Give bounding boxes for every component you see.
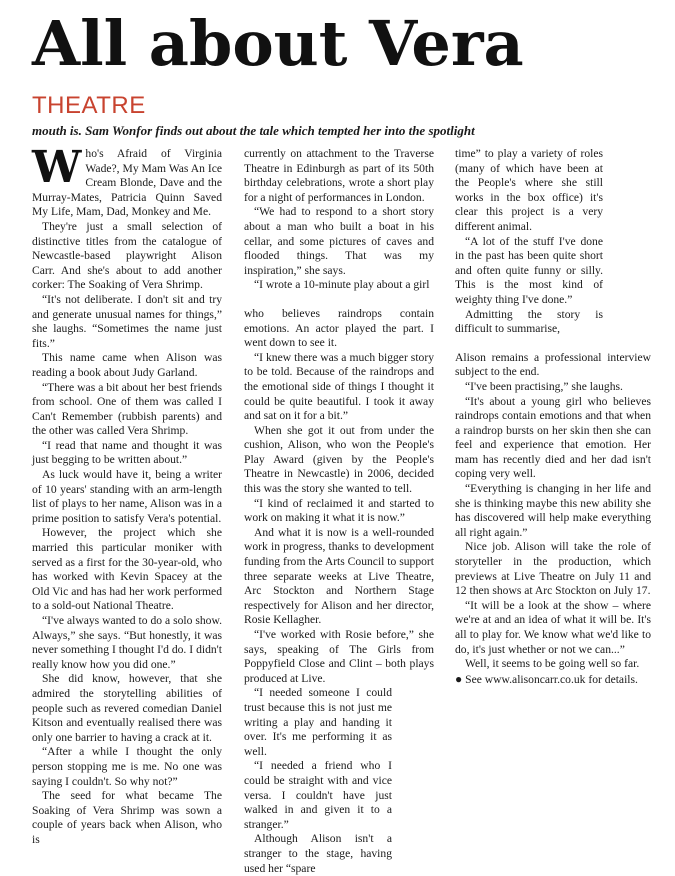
paragraph: “It's not deliberate. I don't sit and try and generate unusual names for things,” she laughs. “Sometimes the name just fits.” (32, 292, 222, 350)
paragraph: Alison remains a professional interview subject to the end. (455, 350, 651, 379)
paragraph: “A lot of the stuff I've done in the past has been quite short and often quite funny or silly. This is the most kind of weighty thing I've done.” (455, 234, 603, 306)
paragraph: And what it is now is a well-rounded work in progress, thanks to development funding from the Arts Council to support three separate weeks at Live Theatre, Arc Stockton and Northern Stage respectively for Alison and her director, Rosie Kellagher. (244, 525, 434, 627)
paragraph: “I needed a friend who I could be straight with and vice versa. I couldn't have just walked in and given it to a stranger.” (244, 759, 392, 831)
paragraph: As luck would have it, being a writer of 10 years' standing with an arm-length list of plays to her name, Alison was in a prime position to satisfy Vera's potential. (32, 468, 222, 525)
drop-cap: W (32, 142, 82, 193)
paragraph: time” to play a variety of roles (many of which have been at the People's where she still works in the box office) it's clear this project is a very different animal. (455, 147, 603, 233)
paragraph: Nice job. Alison will take the role of storyteller in the production, which previews at Live Theatre on July 11 and 12 then shows at Arc Stockton on July 17. (455, 540, 651, 598)
paragraph: “I kind of reclaimed it and started to work on making it what it is now.” (244, 496, 434, 525)
paragraph: “I needed someone I could trust because this is not just me writing a play and handing it over. It's me performing it as well. (244, 686, 392, 758)
section-label: THEATRE (32, 92, 146, 119)
paragraph: When she got it out from under the cushion, Alison, who won the People's Play Award (given by the People's Theatre in Newcastle) in 2006, decided this was the story she wanted to tell. (244, 423, 434, 496)
paragraph: Well, it seems to be going well so far. (465, 657, 640, 671)
paragraph: They're just a small selection of distinctive titles from the catalogue of Newcastle-based playwright Alison Carr. And she's about to add another corker: The Soaking of Vera Shrimp. (32, 219, 222, 292)
paragraph: “I wrote a 10-minute play about a girl (254, 278, 430, 292)
paragraph: “It's about a young girl who believes raindrops contain emotions and that when a raindrop bursts on her skin then she can feel and experience that emotion. Her mam has recently died and her dad isn't coping very well. (455, 394, 651, 481)
column-3 (455, 147, 651, 687)
paragraph: This name came when Alison was reading a book about Judy Garland. (32, 351, 222, 379)
standfirst: mouth is. Sam Wonfor finds out about the tale which tempted her into the spotlight (32, 123, 475, 138)
headline: All about Vera (32, 7, 524, 80)
paragraph: The seed for what became The Soaking of Vera Shrimp was sown a couple of years back when Alison, who is (32, 789, 222, 846)
paragraph-text: ho's Afraid of Virginia Wade?, My Mam Was An Ice Cream Blonde, Dave and the Murray-Mates, Patricia Quinn Saved My Life, Mam, Dad, Monkey and Me. (32, 147, 222, 219)
column-1 (32, 142, 222, 848)
paragraph (32, 142, 222, 220)
paragraph: “It will be a look at the show – where we're at and an idea of what it will be. It's all to play for. We know what we'd like to do, it's just whether or not we can...” (455, 598, 651, 656)
column-2 (244, 147, 434, 876)
paragraph: She did know, however, that she admired the storytelling abilities of people such as revered comedian Daniel Kitson and eventually realised there was only one barrier to having a crack at it. (32, 672, 222, 744)
paragraph: who believes raindrops contain emotions. An actor played the part. I went down to see it. (244, 306, 434, 350)
paragraph: “I've worked with Rosie before,” she says, speaking of The Girls from Poppyfield Close and Clint – both plays produced at Live. (244, 628, 434, 685)
paragraph: “I read that name and thought it was just begging to be written about.” (32, 438, 222, 467)
paragraph: “I've been practising,” she laughs. (465, 379, 623, 393)
paragraph: “We had to respond to a short story about a man who built a boat in his cellar, and some pictures of caves and flooded things. That was my inspiration,” she says. (244, 205, 434, 277)
paragraph: currently on attachment to the Traverse Theatre in Edinburgh as part of its 50th birthday celebrations, wrote a short play for a night of performances in London. (244, 147, 434, 204)
paragraph: Although Alison isn't a stranger to the stage, having used her “spare (244, 832, 392, 875)
paragraph: “I've always wanted to do a solo show. Always,” she says. “But honestly, it was never something I thought I'd do. I didn't really know how you did one.” (32, 614, 222, 671)
bullet-icon: ● (455, 671, 463, 686)
paragraph: “Everything is changing in her life and she is thinking maybe this new ability she has discovered will help make everything all right again.” (455, 482, 651, 539)
footnote-text: See www.alisoncarr.co.uk for details. (465, 672, 638, 686)
paragraph: “I knew there was a much bigger story to be told. Because of the raindrops and the emotional side of things I thought it could be quite beautiful. I took it away and sat on it for a bit.” (244, 350, 434, 423)
paragraph: “There was a bit about her best friends from school. One of them was called I Can't Remember (rubbish parents) and the other was called Vera Shrimp. (32, 380, 222, 438)
footnote (455, 672, 651, 688)
paragraph: Admitting the story is difficult to summarise, (455, 307, 603, 336)
paragraph: “After a while I thought the only person stopping me is me. No one was saying I couldn't. So why not?” (32, 745, 222, 788)
paragraph: However, the project which she married this particular moniker with served as a first for the 30-year-old, who has worked with Kevin Spacey at the Old Vic and has had her work performed to a sold-out National Theatre. (32, 526, 222, 613)
